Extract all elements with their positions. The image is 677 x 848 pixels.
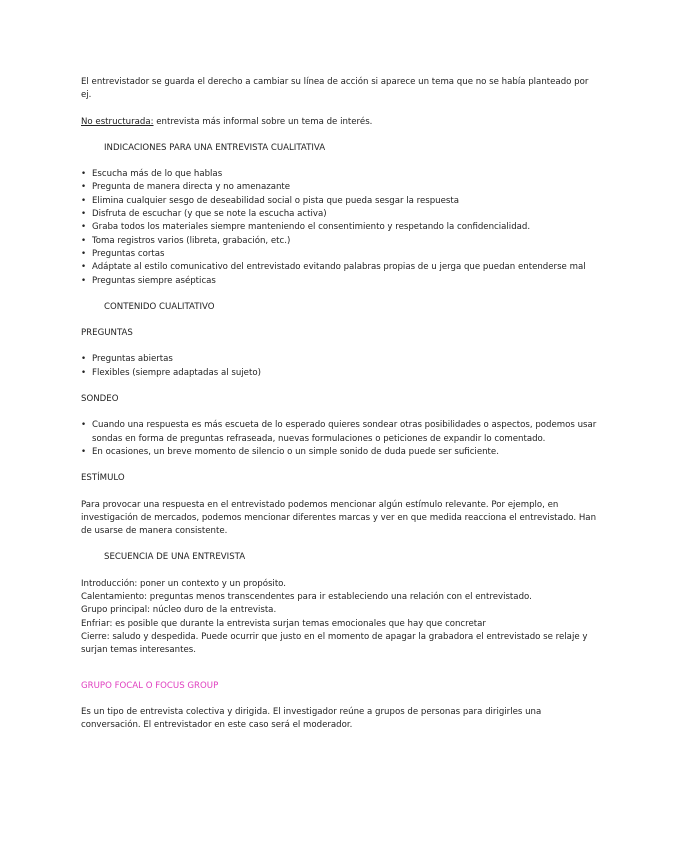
preguntas-heading: PREGUNTAS [81, 328, 133, 339]
list-item: • Preguntas siempre asépticas [81, 275, 601, 288]
list-item: • Elimina cualquier sesgo de deseabilidad social o pista que pueda sesgar la respuesta [81, 195, 601, 208]
secuencia-heading: SECUENCIA DE UNA ENTREVISTA [104, 552, 246, 563]
list-item: • Cuando una respuesta es más escueta de lo esperado quieres sondear otras posibilidades o aspectos, podemos usar sondas en forma de preguntas refraseada, nuevas formulaciones o peticiones de expandir lo comentado. [81, 419, 601, 446]
secuencia-line: Calentamiento: preguntas menos transcendentes para ir estableciendo una relación con el entrevistado. [81, 592, 532, 603]
list-item: • Pregunta de manera directa y no amenazante [81, 181, 601, 194]
list-item: • Adáptate al estilo comunicativo del entrevistado evitando palabras propias de u jerga que puedan entenderse mal [81, 261, 601, 274]
focus-group-heading: GRUPO FOCAL O FOCUS GROUP [81, 680, 219, 691]
sondeo-list [81, 419, 601, 459]
no-estructurada-term: No estructurada: [81, 116, 154, 127]
list-item: • Flexibles (siempre adaptadas al sujeto) [81, 367, 601, 380]
estimulo-paragraph: Para provocar una respuesta en el entrevistado podemos mencionar algún estímulo relevante. Por ejemplo, en investigación de mercados, podemos mencionar diferentes marcas y ver en que medida reacciona el entrevistado. Han de usarse de manera consistente. [81, 499, 597, 537]
list-item: • Disfruta de escuchar (y que se note la escucha activa) [81, 208, 601, 221]
list-item: • Escucha más de lo que hablas [81, 168, 601, 181]
no-estructurada-paragraph [81, 116, 601, 129]
secuencia-line: Cierre: saludo y despedida. Puede ocurrir que justo en el momento de apagar la grabadora el entrevistado se relaje y surjan temas interesantes. [81, 631, 588, 656]
secuencia-line: Introducción: poner un contexto y un propósito. [81, 578, 287, 589]
estimulo-heading: ESTÍMULO [81, 473, 125, 484]
list-item: • Toma registros varios (libreta, grabación, etc.) [81, 235, 601, 248]
secuencia-line: Grupo principal: núcleo duro de la entrevista. [81, 605, 277, 616]
intro-paragraph: El entrevistador se guarda el derecho a cambiar su línea de acción si aparece un tema que no se había planteado por ej. [81, 77, 589, 101]
list-item: • Preguntas abiertas [81, 353, 601, 366]
list-item: • Graba todos los materiales siempre manteniendo el consentimiento y respetando la confidencialidad. [81, 221, 601, 234]
sondeo-heading: SONDEO [81, 394, 119, 405]
list-item: • Preguntas cortas [81, 248, 601, 261]
document-page [81, 76, 601, 732]
contenido-heading: CONTENIDO CUALITATIVO [104, 301, 215, 312]
no-estructurada-text: entrevista más informal sobre un tema de interés. [153, 116, 373, 127]
focus-group-paragraph: Es un tipo de entrevista colectiva y dirigida. El investigador reúne a grupos de personas para dirigirles una conversación. El entrevistador en este caso será el moderador. [81, 706, 542, 731]
indicaciones-list [81, 168, 601, 288]
secuencia-line: Enfriar: es posible que durante la entrevista surjan temas emocionales que hay que concretar [81, 618, 486, 629]
indicaciones-heading: INDICACIONES PARA UNA ENTREVISTA CUALITATIVA [104, 142, 326, 153]
list-item: • En ocasiones, un breve momento de silencio o un simple sonido de duda puede ser suficiente. [81, 446, 601, 459]
preguntas-list [81, 353, 601, 380]
